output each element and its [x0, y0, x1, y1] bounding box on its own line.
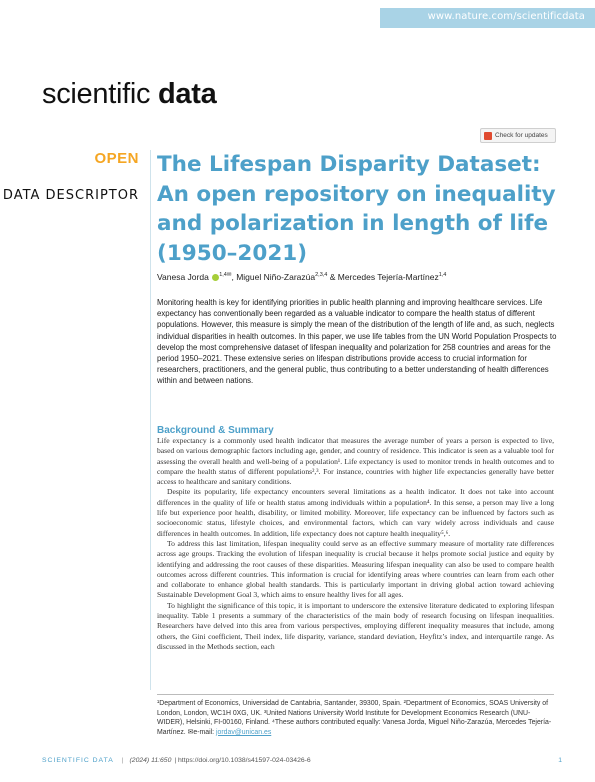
footer-separator: | [121, 757, 124, 764]
article-title: The Lifespan Disparity Dataset: An open repository on inequality and polarization in length of life (1950–2021) [157, 152, 556, 266]
article-body [157, 436, 554, 652]
author-separator: , [231, 272, 237, 282]
body-paragraph: Life expectancy is a commonly used health indicator that measures the average number of years a person is expected to live, based on various demographic factors including age, gender, and country of residence. This indicator is seen as a valuable tool for assessing the overall health and well-being of a population¹. Life expectancy is used to monitor trends in health outcomes and to compare the health status of different populations²,³. For instance, countries with higher life expectancies generally have better access to healthcare and sanitary conditions. [157, 436, 554, 487]
affiliations-text: ¹Department of Economics, Universidad de Cantabria, Santander, 39300, Spain. ²Department of Economics, SOAS University of London, London, WC1H 0XG, UK. ³United Nations University World Institute for Development Economics Research (UNU-WIDER), Helsinki, FI-00160, Finland. ⁴These authors contributed equally: Vanesa Jorda, Miguel Niño-Zarazúa, Mercedes Tejería-Martínez. ✉e-mail: [157, 700, 552, 736]
footer-journal-name: SCIENTIFIC DATA [42, 757, 114, 764]
email-link[interactable]: jordav@unican.es [216, 728, 272, 736]
author-name[interactable]: Vanesa Jorda [157, 272, 209, 282]
crossmark-icon [484, 132, 492, 140]
column-divider [150, 150, 151, 690]
journal-url-link[interactable]: www.nature.com/scientificdata [427, 11, 585, 22]
url-banner [380, 8, 595, 28]
body-paragraph: To highlight the significance of this topic, it is important to underscore the extensive literature dedicated to exploring lifespan inequality. Table 1 presents a summary of the characteristics of the main body of research focusing on lifespan inequalities. Researchers have delved into this area from various perspectives, employing different inequality measures that include, among others, the Gini coefficient, Theil index, life disparity, variance, standard deviation, Heyfitz’s index, and interquartile range. As discussed in the Methods section, each [157, 600, 554, 651]
body-paragraph: To address this last limitation, lifespan inequality could serve as an effective summary measure of mortality rate differences across age groups. Tracking the evolution of lifespan inequality is crucial because it helps promote social justice and equity by identifying and addressing the root causes of these disparities. Measuring lifespan inequality can also be used to compare health outcomes across different countries. This information is crucial for identifying areas where countries can learn from each other and collaborate to enhance global health standards. This is particularly important in driving global action toward achieving Sustainable Development Goal 3, which aims to ensure healthy lives for all ages. [157, 538, 554, 600]
author-name[interactable]: Miguel Niño-Zarazúa [236, 272, 316, 282]
author-affiliation: 1,4 [438, 272, 447, 279]
footer-citation: (2024) 11:650 [129, 757, 172, 764]
logo-bold-text: data [157, 78, 217, 110]
author-affiliation: 1,4✉ [219, 272, 232, 279]
check-for-updates-button[interactable] [480, 128, 556, 143]
article-type-label: DATA DESCRIPTOR [2, 188, 139, 203]
author-list [157, 272, 577, 282]
page-number: 1 [558, 757, 562, 764]
affiliations-footnote [157, 699, 557, 737]
open-access-label: OPEN [94, 150, 139, 167]
page-footer [42, 757, 562, 764]
abstract: Monitoring health is key for identifying priorities in public health planning and improving healthcare services. Life expectancy has conventionally been regarded as a valuable indicator to compare the health status of different populations. However, this measure is simply the mean of the distribution of the length of life and, as such, neglects individual disparities in health outcomes. In this paper, we use life tables from the UN World Population Prospects to develop the most comprehensive dataset of lifespan inequality and polarization for 258 countries and areas for the period 1950–2021. These extensive series on lifespan distributions provide access to crucial information for researchers, practitioners, and the general public, thus contributing to a better understanding of health differences within and between nations. [157, 298, 557, 386]
section-heading: Background & Summary [157, 425, 274, 436]
author-separator: & [327, 272, 338, 282]
check-updates-label: Check for updates [495, 132, 548, 139]
body-paragraph: Despite its popularity, life expectancy encounters several limitations as a health indicator. It does not take into account differences in the quality of life or health status among individuals within a population⁴. In this sense, a person may live a long life but experience poor health, disability, or limited mobility. Moreover, life expectancy can be influenced by factors such as socioeconomic status, lifestyle choices, and environmental factors, which can vary widely across individuals and cause differences in health outcomes. In addition, life expectancy does not capture health inequality⁵,⁶. [157, 487, 554, 538]
logo-light-text: scientific [42, 78, 158, 110]
journal-logo [42, 78, 216, 111]
author-name[interactable]: Mercedes Tejería-Martínez [337, 272, 439, 282]
author-affiliation: 2,3,4 [315, 272, 328, 279]
footnote-divider [157, 694, 554, 695]
doi-link[interactable]: | https://doi.org/10.1038/s41597-024-03426-6 [174, 757, 311, 764]
